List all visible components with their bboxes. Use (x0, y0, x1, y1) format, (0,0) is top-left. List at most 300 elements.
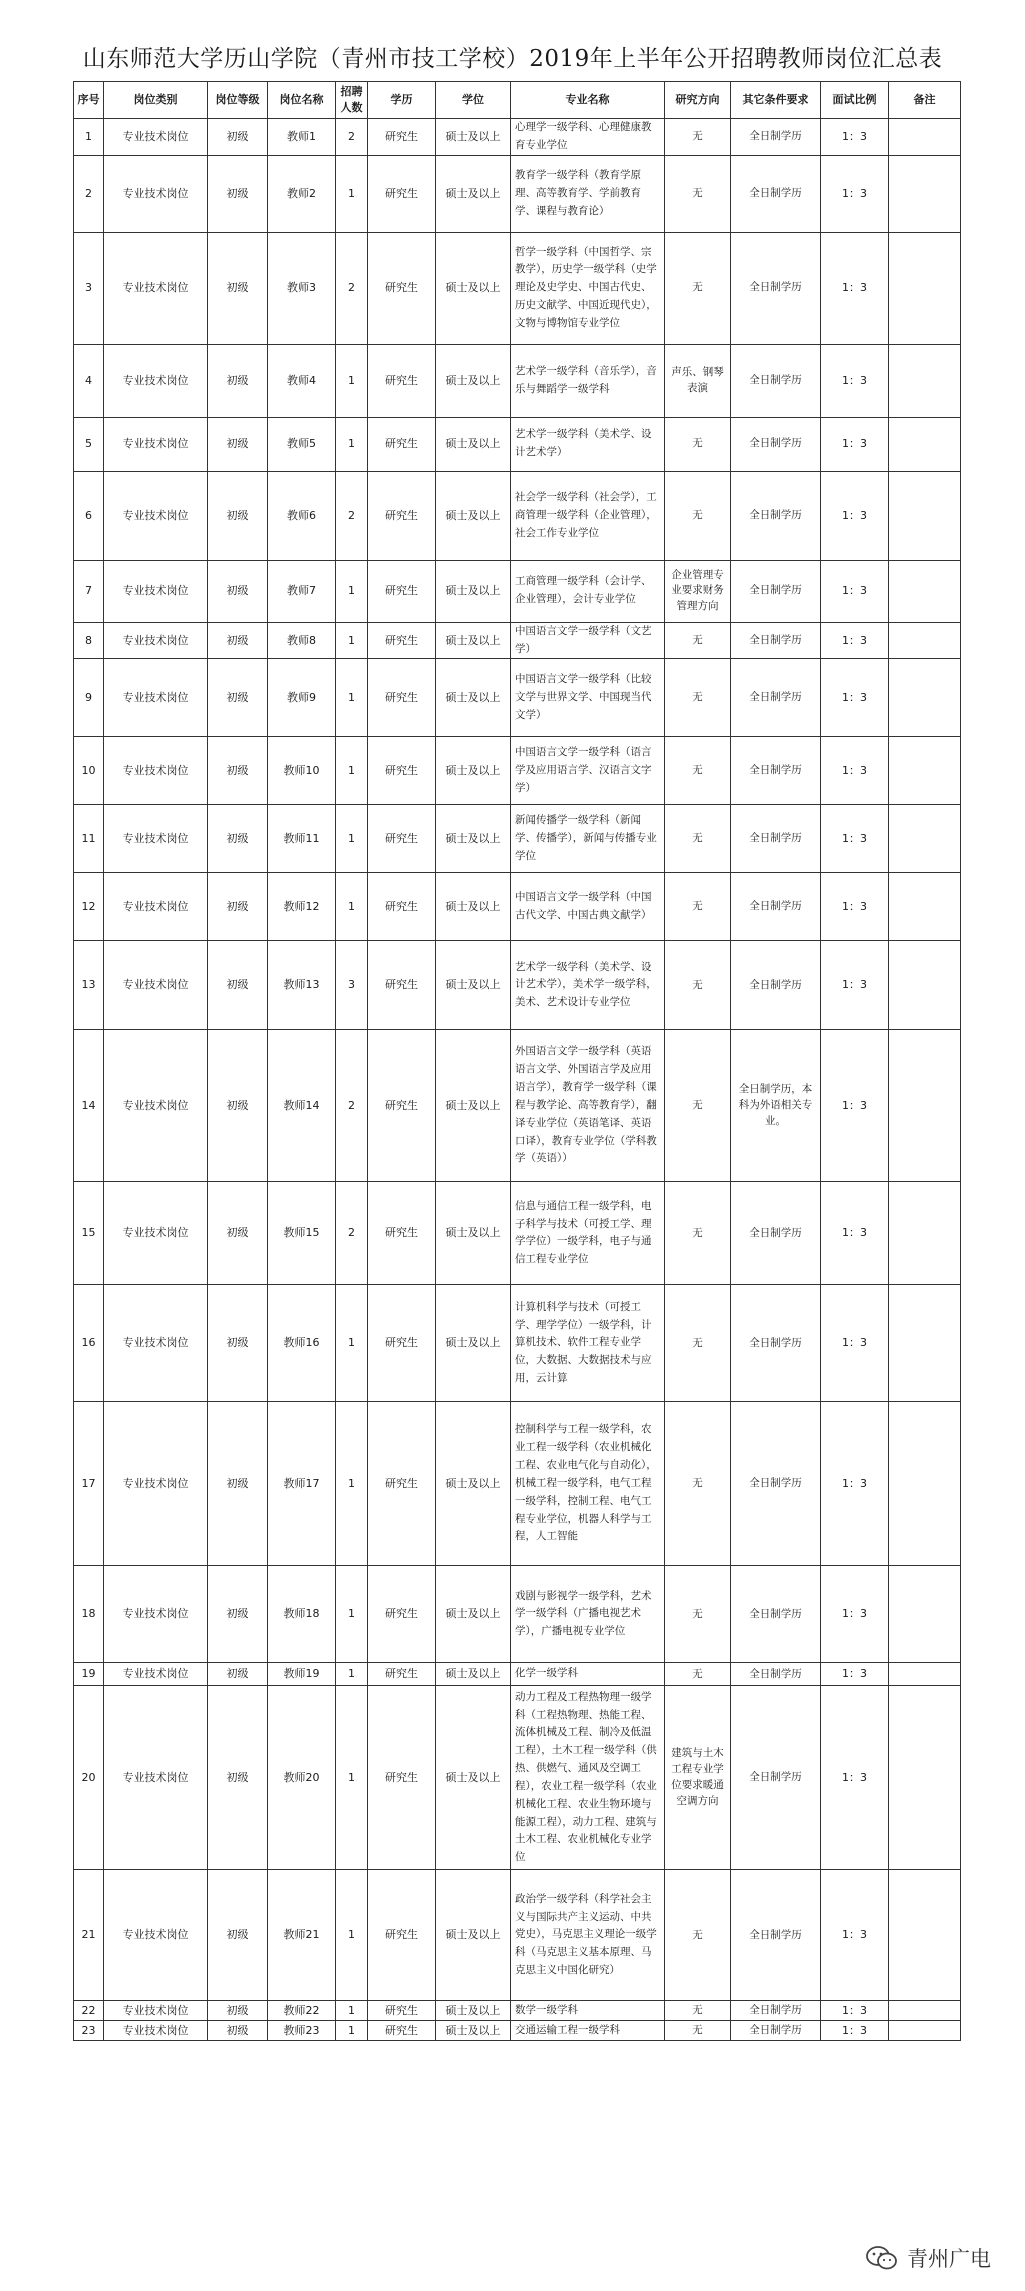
cell-level: 初级 (208, 1870, 268, 2001)
cell-research: 无 (665, 1285, 731, 1402)
cell-degree: 硕士及以上 (436, 805, 511, 873)
cell-education: 研究生 (368, 155, 436, 232)
cell-education: 研究生 (368, 1686, 436, 1870)
cell-other: 全日制学历 (731, 232, 821, 344)
cell-name: 教师10 (268, 737, 336, 805)
cell-ratio: 1：3 (821, 417, 889, 471)
cell-education: 研究生 (368, 1870, 436, 2001)
cell-level: 初级 (208, 622, 268, 659)
cell-research: 无 (665, 2001, 731, 2021)
cell-remark (889, 1182, 961, 1285)
table-body (74, 119, 961, 2041)
cell-ratio: 1：3 (821, 232, 889, 344)
table-row (74, 119, 961, 156)
cell-remark (889, 2001, 961, 2021)
cell-count: 3 (336, 941, 368, 1030)
cell-other: 全日制学历 (731, 560, 821, 622)
cell-count: 1 (336, 155, 368, 232)
cell-count: 2 (336, 1030, 368, 1182)
cell-research: 无 (665, 941, 731, 1030)
cell-research: 无 (665, 1663, 731, 1686)
cell-degree: 硕士及以上 (436, 1285, 511, 1402)
cell-ratio: 1：3 (821, 1182, 889, 1285)
table-row (74, 1870, 961, 2001)
cell-major: 中国语言文学一级学科（中国古代文学、中国古典文献学） (511, 873, 665, 941)
header-degree: 学位 (436, 82, 511, 119)
cell-remark (889, 805, 961, 873)
cell-level: 初级 (208, 232, 268, 344)
watermark (865, 2243, 991, 2273)
cell-research: 企业管理专业要求财务管理方向 (665, 560, 731, 622)
cell-other: 全日制学历 (731, 659, 821, 737)
table-row (74, 344, 961, 417)
cell-research: 无 (665, 659, 731, 737)
cell-seq: 4 (74, 344, 104, 417)
wechat-icon (865, 2245, 899, 2271)
cell-level: 初级 (208, 2001, 268, 2021)
header-seq: 序号 (74, 82, 104, 119)
cell-research: 无 (665, 622, 731, 659)
cell-category: 专业技术岗位 (104, 119, 208, 156)
cell-education: 研究生 (368, 659, 436, 737)
cell-count: 1 (336, 622, 368, 659)
cell-other: 全日制学历 (731, 941, 821, 1030)
table-header-row (74, 82, 961, 119)
table-row (74, 622, 961, 659)
cell-remark (889, 1870, 961, 2001)
cell-remark (889, 2021, 961, 2041)
cell-other: 全日制学历 (731, 1870, 821, 2001)
cell-remark (889, 1686, 961, 1870)
cell-major: 中国语言文学一级学科（文艺学） (511, 622, 665, 659)
cell-level: 初级 (208, 417, 268, 471)
cell-degree: 硕士及以上 (436, 1663, 511, 1686)
cell-level: 初级 (208, 1402, 268, 1566)
table-row (74, 560, 961, 622)
cell-level: 初级 (208, 873, 268, 941)
cell-other: 全日制学历 (731, 1402, 821, 1566)
cell-count: 1 (336, 560, 368, 622)
cell-seq: 5 (74, 417, 104, 471)
cell-degree: 硕士及以上 (436, 471, 511, 560)
cell-education: 研究生 (368, 417, 436, 471)
cell-major: 数学一级学科 (511, 2001, 665, 2021)
table-row (74, 2001, 961, 2021)
cell-seq: 7 (74, 560, 104, 622)
cell-major: 外国语言文学一级学科（英语语言文学、外国语言学及应用语言学），教育学一级学科（课程与教学论、高等教育学），翻译专业学位（英语笔译、英语口译），教育专业学位（学科教学（英语）） (511, 1030, 665, 1182)
cell-degree: 硕士及以上 (436, 1182, 511, 1285)
table-row (74, 1182, 961, 1285)
cell-research: 无 (665, 1182, 731, 1285)
cell-degree: 硕士及以上 (436, 1870, 511, 2001)
table-row (74, 417, 961, 471)
cell-category: 专业技术岗位 (104, 1663, 208, 1686)
cell-degree: 硕士及以上 (436, 1030, 511, 1182)
cell-research: 无 (665, 471, 731, 560)
header-major: 专业名称 (511, 82, 665, 119)
cell-major: 艺术学一级学科（美术学、设计艺术学），美术学一级学科，美术、艺术设计专业学位 (511, 941, 665, 1030)
header-count: 招聘人数 (336, 82, 368, 119)
cell-major: 社会学一级学科（社会学），工商管理一级学科（企业管理），社会工作专业学位 (511, 471, 665, 560)
cell-level: 初级 (208, 659, 268, 737)
cell-education: 研究生 (368, 873, 436, 941)
cell-level: 初级 (208, 119, 268, 156)
cell-ratio: 1：3 (821, 622, 889, 659)
cell-category: 专业技术岗位 (104, 232, 208, 344)
cell-degree: 硕士及以上 (436, 1566, 511, 1663)
cell-name: 教师8 (268, 622, 336, 659)
cell-ratio: 1：3 (821, 659, 889, 737)
cell-education: 研究生 (368, 941, 436, 1030)
cell-category: 专业技术岗位 (104, 1285, 208, 1402)
cell-education: 研究生 (368, 2001, 436, 2021)
cell-other: 全日制学历 (731, 2001, 821, 2021)
table-row (74, 1402, 961, 1566)
table-row (74, 1566, 961, 1663)
header-category: 岗位类别 (104, 82, 208, 119)
cell-seq: 3 (74, 232, 104, 344)
cell-ratio: 1：3 (821, 1566, 889, 1663)
cell-seq: 19 (74, 1663, 104, 1686)
cell-degree: 硕士及以上 (436, 2021, 511, 2041)
cell-major: 艺术学一级学科（音乐学），音乐与舞蹈学一级学科 (511, 344, 665, 417)
cell-major: 教育学一级学科（教育学原理、高等教育学、学前教育学、课程与教育论） (511, 155, 665, 232)
header-other: 其它条件要求 (731, 82, 821, 119)
cell-major: 心理学一级学科、心理健康教育专业学位 (511, 119, 665, 156)
cell-category: 专业技术岗位 (104, 1182, 208, 1285)
cell-category: 专业技术岗位 (104, 560, 208, 622)
cell-count: 1 (336, 2001, 368, 2021)
cell-other: 全日制学历 (731, 119, 821, 156)
cell-remark (889, 1285, 961, 1402)
cell-level: 初级 (208, 1030, 268, 1182)
cell-education: 研究生 (368, 119, 436, 156)
cell-count: 1 (336, 1566, 368, 1663)
cell-research: 声乐、钢琴表演 (665, 344, 731, 417)
cell-other: 全日制学历 (731, 622, 821, 659)
table-row (74, 1663, 961, 1686)
cell-category: 专业技术岗位 (104, 941, 208, 1030)
cell-seq: 14 (74, 1030, 104, 1182)
cell-level: 初级 (208, 471, 268, 560)
cell-ratio: 1：3 (821, 1030, 889, 1182)
cell-degree: 硕士及以上 (436, 659, 511, 737)
cell-name: 教师14 (268, 1030, 336, 1182)
cell-name: 教师16 (268, 1285, 336, 1402)
cell-category: 专业技术岗位 (104, 659, 208, 737)
cell-ratio: 1：3 (821, 155, 889, 232)
cell-name: 教师13 (268, 941, 336, 1030)
cell-seq: 20 (74, 1686, 104, 1870)
cell-ratio: 1：3 (821, 2021, 889, 2041)
cell-count: 1 (336, 1402, 368, 1566)
cell-degree: 硕士及以上 (436, 873, 511, 941)
cell-ratio: 1：3 (821, 1686, 889, 1870)
cell-education: 研究生 (368, 737, 436, 805)
table-row (74, 1686, 961, 1870)
table-row (74, 805, 961, 873)
cell-ratio: 1：3 (821, 119, 889, 156)
cell-major: 艺术学一级学科（美术学、设计艺术学） (511, 417, 665, 471)
cell-ratio: 1：3 (821, 560, 889, 622)
cell-education: 研究生 (368, 1402, 436, 1566)
cell-research: 无 (665, 873, 731, 941)
cell-name: 教师18 (268, 1566, 336, 1663)
cell-seq: 18 (74, 1566, 104, 1663)
header-ratio: 面试比例 (821, 82, 889, 119)
cell-category: 专业技术岗位 (104, 417, 208, 471)
cell-major: 中国语言文学一级学科（比较文学与世界文学、中国现当代文学） (511, 659, 665, 737)
table-row (74, 659, 961, 737)
cell-education: 研究生 (368, 471, 436, 560)
cell-other: 全日制学历，本科为外语相关专业。 (731, 1030, 821, 1182)
cell-count: 2 (336, 119, 368, 156)
cell-other: 全日制学历 (731, 1686, 821, 1870)
cell-count: 2 (336, 471, 368, 560)
cell-remark (889, 737, 961, 805)
watermark-label: 青州广电 (907, 2247, 991, 2271)
cell-seq: 15 (74, 1182, 104, 1285)
cell-name: 教师1 (268, 119, 336, 156)
cell-count: 2 (336, 232, 368, 344)
cell-research: 无 (665, 737, 731, 805)
cell-other: 全日制学历 (731, 2021, 821, 2041)
cell-seq: 8 (74, 622, 104, 659)
cell-category: 专业技术岗位 (104, 1402, 208, 1566)
cell-degree: 硕士及以上 (436, 232, 511, 344)
header-level: 岗位等级 (208, 82, 268, 119)
cell-seq: 17 (74, 1402, 104, 1566)
table-row (74, 941, 961, 1030)
cell-ratio: 1：3 (821, 1663, 889, 1686)
page-title: 山东师范大学历山学院（青州市技工学校）2019年上半年公开招聘教师岗位汇总表 (82, 46, 943, 72)
cell-education: 研究生 (368, 560, 436, 622)
table-row (74, 155, 961, 232)
cell-education: 研究生 (368, 1030, 436, 1182)
cell-category: 专业技术岗位 (104, 737, 208, 805)
cell-ratio: 1：3 (821, 805, 889, 873)
table-row (74, 1030, 961, 1182)
cell-research: 无 (665, 119, 731, 156)
cell-other: 全日制学历 (731, 1182, 821, 1285)
cell-name: 教师5 (268, 417, 336, 471)
recruitment-table (73, 81, 961, 2041)
table-row (74, 873, 961, 941)
cell-major: 计算机科学与技术（可授工学、理学学位）一级学科，计算机技术、软件工程专业学位，大数据、大数据技术与应用，云计算 (511, 1285, 665, 1402)
cell-name: 教师19 (268, 1663, 336, 1686)
cell-degree: 硕士及以上 (436, 155, 511, 232)
cell-other: 全日制学历 (731, 873, 821, 941)
cell-name: 教师17 (268, 1402, 336, 1566)
cell-remark (889, 1402, 961, 1566)
cell-ratio: 1：3 (821, 344, 889, 417)
cell-name: 教师9 (268, 659, 336, 737)
cell-education: 研究生 (368, 1566, 436, 1663)
header-remark: 备注 (889, 82, 961, 119)
cell-education: 研究生 (368, 622, 436, 659)
cell-remark (889, 622, 961, 659)
cell-remark (889, 1663, 961, 1686)
cell-category: 专业技术岗位 (104, 1870, 208, 2001)
cell-category: 专业技术岗位 (104, 622, 208, 659)
cell-research: 无 (665, 417, 731, 471)
cell-name: 教师21 (268, 1870, 336, 2001)
cell-seq: 11 (74, 805, 104, 873)
cell-major: 信息与通信工程一级学科，电子科学与技术（可授工学、理学学位）一级学科，电子与通信工程专业学位 (511, 1182, 665, 1285)
cell-level: 初级 (208, 1686, 268, 1870)
cell-seq: 16 (74, 1285, 104, 1402)
cell-other: 全日制学历 (731, 344, 821, 417)
cell-remark (889, 873, 961, 941)
cell-count: 1 (336, 873, 368, 941)
cell-education: 研究生 (368, 805, 436, 873)
cell-name: 教师7 (268, 560, 336, 622)
cell-other: 全日制学历 (731, 471, 821, 560)
cell-level: 初级 (208, 1285, 268, 1402)
cell-major: 控制科学与工程一级学科，农业工程一级学科（农业机械化工程、农业电气化与自动化），机械工程一级学科，电气工程一级学科，控制工程、电气工程专业学位，机器人科学与工程，人工智能 (511, 1402, 665, 1566)
cell-seq: 23 (74, 2021, 104, 2041)
header-name: 岗位名称 (268, 82, 336, 119)
cell-education: 研究生 (368, 2021, 436, 2041)
cell-major: 动力工程及工程热物理一级学科（工程热物理、热能工程、流体机械及工程、制冷及低温工程），土木工程一级学科（供热、供燃气、通风及空调工程），农业工程一级学科（农业机械化工程、农业生物环境与能源工程），动力工程、建筑与土木工程、农业机械化专业学位 (511, 1686, 665, 1870)
cell-seq: 12 (74, 873, 104, 941)
cell-degree: 硕士及以上 (436, 560, 511, 622)
cell-other: 全日制学历 (731, 737, 821, 805)
table-row (74, 2021, 961, 2041)
cell-remark (889, 1566, 961, 1663)
cell-education: 研究生 (368, 344, 436, 417)
cell-major: 中国语言文学一级学科（语言学及应用语言学、汉语言文字学） (511, 737, 665, 805)
cell-ratio: 1：3 (821, 737, 889, 805)
header-research: 研究方向 (665, 82, 731, 119)
cell-research: 无 (665, 1402, 731, 1566)
cell-remark (889, 417, 961, 471)
table-row (74, 1285, 961, 1402)
cell-category: 专业技术岗位 (104, 805, 208, 873)
cell-degree: 硕士及以上 (436, 2001, 511, 2021)
cell-degree: 硕士及以上 (436, 344, 511, 417)
cell-category: 专业技术岗位 (104, 471, 208, 560)
cell-ratio: 1：3 (821, 1870, 889, 2001)
cell-major: 戏剧与影视学一级学科，艺术学一级学科（广播电视艺术学），广播电视专业学位 (511, 1566, 665, 1663)
cell-research: 无 (665, 2021, 731, 2041)
cell-name: 教师11 (268, 805, 336, 873)
cell-count: 1 (336, 659, 368, 737)
cell-degree: 硕士及以上 (436, 737, 511, 805)
cell-ratio: 1：3 (821, 873, 889, 941)
cell-category: 专业技术岗位 (104, 2021, 208, 2041)
cell-education: 研究生 (368, 1663, 436, 1686)
cell-category: 专业技术岗位 (104, 2001, 208, 2021)
cell-other: 全日制学历 (731, 1566, 821, 1663)
cell-seq: 1 (74, 119, 104, 156)
cell-major: 新闻传播学一级学科（新闻学、传播学），新闻与传播专业学位 (511, 805, 665, 873)
header-education: 学历 (368, 82, 436, 119)
cell-other: 全日制学历 (731, 155, 821, 232)
cell-count: 1 (336, 1285, 368, 1402)
cell-ratio: 1：3 (821, 941, 889, 1030)
table-row (74, 737, 961, 805)
table-row (74, 471, 961, 560)
cell-research: 无 (665, 805, 731, 873)
cell-seq: 13 (74, 941, 104, 1030)
cell-level: 初级 (208, 737, 268, 805)
cell-name: 教师2 (268, 155, 336, 232)
cell-name: 教师15 (268, 1182, 336, 1285)
cell-seq: 6 (74, 471, 104, 560)
cell-count: 1 (336, 2021, 368, 2041)
cell-count: 1 (336, 417, 368, 471)
cell-other: 全日制学历 (731, 1285, 821, 1402)
cell-research: 无 (665, 1030, 731, 1182)
cell-major: 工商管理一级学科（会计学、企业管理），会计专业学位 (511, 560, 665, 622)
cell-name: 教师23 (268, 2021, 336, 2041)
cell-count: 1 (336, 1663, 368, 1686)
cell-research: 无 (665, 1566, 731, 1663)
cell-remark (889, 560, 961, 622)
cell-level: 初级 (208, 805, 268, 873)
cell-education: 研究生 (368, 1182, 436, 1285)
cell-remark (889, 119, 961, 156)
cell-degree: 硕士及以上 (436, 622, 511, 659)
cell-seq: 22 (74, 2001, 104, 2021)
cell-level: 初级 (208, 941, 268, 1030)
cell-research: 无 (665, 155, 731, 232)
table-row (74, 232, 961, 344)
cell-major: 政治学一级学科（科学社会主义与国际共产主义运动、中共党史），马克思主义理论一级学科（马克思主义基本原理、马克思主义中国化研究） (511, 1870, 665, 2001)
cell-other: 全日制学历 (731, 805, 821, 873)
cell-major: 哲学一级学科（中国哲学、宗教学），历史学一级学科（史学理论及史学史、中国古代史、历史文献学、中国近现代史），文物与博物馆专业学位 (511, 232, 665, 344)
cell-category: 专业技术岗位 (104, 1030, 208, 1182)
cell-major: 化学一级学科 (511, 1663, 665, 1686)
cell-count: 2 (336, 1182, 368, 1285)
cell-name: 教师4 (268, 344, 336, 417)
cell-remark (889, 155, 961, 232)
cell-other: 全日制学历 (731, 1663, 821, 1686)
cell-count: 1 (336, 344, 368, 417)
cell-level: 初级 (208, 2021, 268, 2041)
cell-remark (889, 471, 961, 560)
cell-name: 教师20 (268, 1686, 336, 1870)
cell-ratio: 1：3 (821, 1285, 889, 1402)
cell-ratio: 1：3 (821, 471, 889, 560)
cell-degree: 硕士及以上 (436, 1686, 511, 1870)
cell-name: 教师6 (268, 471, 336, 560)
cell-category: 专业技术岗位 (104, 155, 208, 232)
cell-name: 教师12 (268, 873, 336, 941)
cell-level: 初级 (208, 1663, 268, 1686)
cell-level: 初级 (208, 344, 268, 417)
cell-ratio: 1：3 (821, 2001, 889, 2021)
cell-major: 交通运输工程一级学科 (511, 2021, 665, 2041)
cell-degree: 硕士及以上 (436, 119, 511, 156)
cell-remark (889, 1030, 961, 1182)
cell-education: 研究生 (368, 232, 436, 344)
cell-name: 教师3 (268, 232, 336, 344)
cell-remark (889, 344, 961, 417)
cell-level: 初级 (208, 155, 268, 232)
cell-count: 1 (336, 1686, 368, 1870)
cell-category: 专业技术岗位 (104, 873, 208, 941)
cell-seq: 10 (74, 737, 104, 805)
cell-other: 全日制学历 (731, 417, 821, 471)
cell-research: 无 (665, 232, 731, 344)
cell-seq: 2 (74, 155, 104, 232)
cell-count: 1 (336, 1870, 368, 2001)
cell-name: 教师22 (268, 2001, 336, 2021)
cell-level: 初级 (208, 1182, 268, 1285)
cell-seq: 9 (74, 659, 104, 737)
